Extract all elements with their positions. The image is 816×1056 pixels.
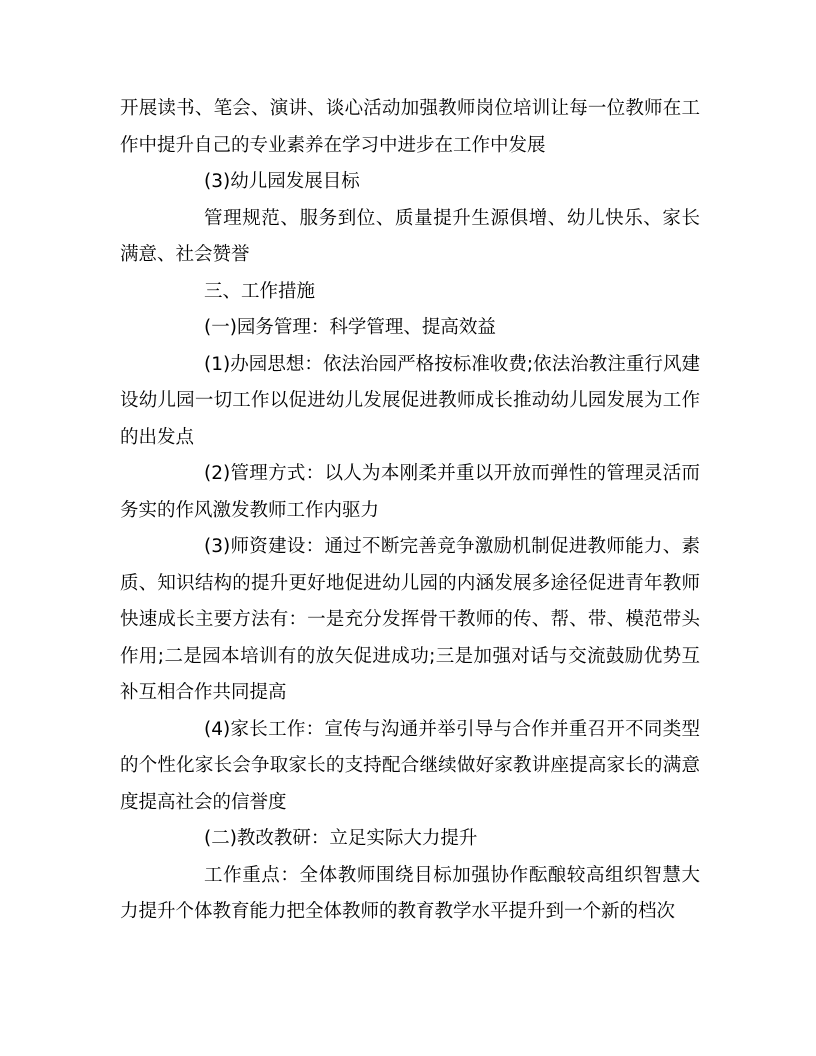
heading-administration: (一)园务管理：科学管理、提高效益 <box>204 317 496 338</box>
paragraph-management-style: (2)管理方式：以人为本刚柔并重以开放而弹性的管理灵活而务实的作风激发教师工作内驱力 <box>120 463 700 521</box>
heading-kindergarten-goals: (3)幼儿园发展目标 <box>204 171 360 192</box>
paragraph-work-focus: 工作重点：全体教师围绕目标加强协作酝酿较高组织智慧大力提升个体教育能力把全体教师的教育教学水平提升到一个新的档次 <box>120 864 700 922</box>
paragraph-teacher-training: 开展读书、笔会、演讲、谈心活动加强教师岗位培训让每一位教师在工作中提升自己的专业素养在学习中进步在工作中发展 <box>120 98 700 156</box>
paragraph-parent-work: (4)家长工作：宣传与沟通并举引导与合作并重召开不同类型的个性化家长会争取家长的支持配合继续做好家教讲座提高家长的满意度提高社会的信誉度 <box>120 718 700 813</box>
paragraph-goals-content: 管理规范、服务到位、质量提升生源俱增、幼儿快乐、家长满意、社会赞誉 <box>120 207 700 265</box>
paragraph-staff-development: (3)师资建设：通过不断完善竞争激励机制促进教师能力、素质、知识结构的提升更好地促进幼儿园的内涵发展多途径促进青年教师快速成长主要方法有：一是充分发挥骨干教师的传、帮、带、模范带头作用;二是园本培训有的放矢促进成功;三是加强对话与交流鼓励优势互补互相合作共同提高 <box>120 536 700 703</box>
paragraph-philosophy: (1)办园思想：依法治园严格按标准收费;依法治教注重行风建设幼儿园一切工作以促进幼儿发展促进教师成长推动幼儿园发展为工作的出发点 <box>120 353 700 448</box>
document-body <box>120 91 700 931</box>
heading-work-measures: 三、工作措施 <box>204 280 316 302</box>
heading-teaching-research: (二)教改教研：立足实际大力提升 <box>204 828 478 849</box>
